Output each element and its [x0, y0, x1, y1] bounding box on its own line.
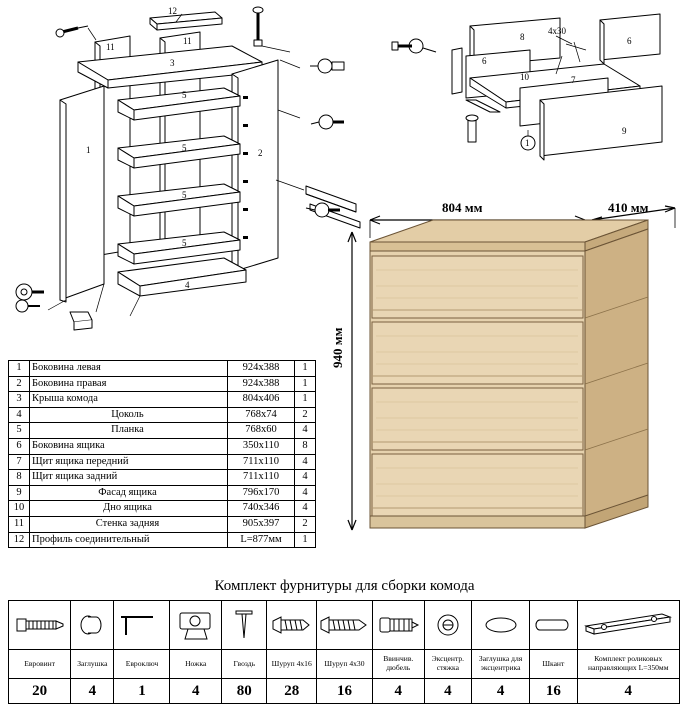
hardware-quantity: 4 — [424, 679, 471, 704]
part-size: 804х406 — [228, 392, 295, 408]
dimension-depth-label: 410 мм — [608, 200, 649, 215]
table-row — [9, 423, 316, 439]
hardware-name: Шуруп 4х16 — [267, 650, 317, 679]
exploded-label-2: 2 — [258, 148, 263, 158]
part-size: 711х110 — [228, 454, 295, 470]
hardware-quantity: 28 — [267, 679, 317, 704]
zaglushka-eks-icon — [472, 601, 530, 650]
drawer-label-4x30: 4х30 — [548, 26, 566, 36]
table-row — [9, 532, 316, 548]
table-row — [9, 361, 316, 377]
hardware-section-title: Комплект фурнитуры для сборки комода — [214, 578, 475, 594]
hardware-name: Комплект роликовых направляющих L=350мм — [577, 650, 679, 679]
table-row — [9, 470, 316, 486]
part-number: 4 — [9, 407, 30, 423]
hardware-quantity: 4 — [170, 679, 222, 704]
drawer-label-6b: 6 — [482, 56, 487, 66]
drawer-label-8: 8 — [520, 32, 525, 42]
exploded-label-11b: 11 — [183, 36, 192, 46]
part-number: 7 — [9, 454, 30, 470]
part-size: 905х397 — [228, 516, 295, 532]
parts-table — [8, 360, 316, 548]
part-size: 924х388 — [228, 376, 295, 392]
part-quantity: 1 — [295, 361, 316, 377]
part-number: 10 — [9, 501, 30, 517]
part-number: 8 — [9, 470, 30, 486]
table-row — [9, 407, 316, 423]
evroklyuch-icon — [114, 601, 170, 650]
napravl-icon — [577, 601, 679, 650]
hardware-name: Гвоздь — [222, 650, 267, 679]
hardware-quantity: 16 — [317, 679, 373, 704]
part-quantity: 1 — [295, 376, 316, 392]
hardware-quantity: 1 — [114, 679, 170, 704]
part-name: Планка — [30, 423, 228, 439]
part-number: 11 — [9, 516, 30, 532]
drawer-label-10: 10 — [520, 72, 529, 82]
part-name: Профиль соединительный — [30, 532, 228, 548]
hardware-name: Заглушка — [71, 650, 114, 679]
hardware-name: Шуруп 4х30 — [317, 650, 373, 679]
table-row — [9, 438, 316, 454]
exploded-label-5d: 5 — [182, 238, 187, 248]
part-size: 768х74 — [228, 407, 295, 423]
part-name: Боковина правая — [30, 376, 228, 392]
shurup-4x16-icon — [267, 601, 317, 650]
hardware-name: Шкант — [530, 650, 577, 679]
part-number: 9 — [9, 485, 30, 501]
zaglushka-icon — [71, 601, 114, 650]
exploded-label-3: 3 — [170, 58, 175, 68]
dimension-height-label: 940 мм — [330, 327, 345, 368]
part-size: 711х110 — [228, 470, 295, 486]
drawer-label-6a: 6 — [627, 36, 632, 46]
exploded-label-5c: 5 — [182, 190, 187, 200]
shkant-icon — [530, 601, 577, 650]
shurup-4x30-icon — [317, 601, 373, 650]
dubel-icon — [372, 601, 424, 650]
part-name: Боковина левая — [30, 361, 228, 377]
hardware-icons-row — [9, 601, 680, 650]
exploded-label-5a: 5 — [182, 90, 187, 100]
exploded-label-4: 4 — [185, 280, 190, 290]
part-quantity: 8 — [295, 438, 316, 454]
part-quantity: 1 — [295, 532, 316, 548]
part-size: 796х170 — [228, 485, 295, 501]
eurovint-icon — [9, 601, 71, 650]
hardware-name: Евровинт — [9, 650, 71, 679]
hardware-names-row — [9, 650, 680, 679]
part-number: 12 — [9, 532, 30, 548]
hardware-name: Ножка — [170, 650, 222, 679]
hardware-quantity: 4 — [372, 679, 424, 704]
nozhka-icon — [170, 601, 222, 650]
exploded-label-12: 12 — [168, 6, 177, 16]
part-quantity: 1 — [295, 392, 316, 408]
hardware-quantity: 4 — [472, 679, 530, 704]
part-name: Щит ящика передний — [30, 454, 228, 470]
part-quantity: 4 — [295, 485, 316, 501]
drawer-label-7: 7 — [571, 75, 576, 85]
hardware-table — [8, 600, 680, 704]
part-size: 350х110 — [228, 438, 295, 454]
part-name: Фасад ящика — [30, 485, 228, 501]
hardware-name: Евроключ — [114, 650, 170, 679]
part-quantity: 2 — [295, 516, 316, 532]
table-row — [9, 485, 316, 501]
chest-dimension-drawing — [330, 190, 685, 580]
hardware-quantity: 4 — [577, 679, 679, 704]
part-number: 2 — [9, 376, 30, 392]
hardware-name: Заглушка для эксцентрика — [472, 650, 530, 679]
part-number: 3 — [9, 392, 30, 408]
part-quantity: 4 — [295, 470, 316, 486]
part-name: Щит ящика задний — [30, 470, 228, 486]
part-quantity: 4 — [295, 454, 316, 470]
hardware-name: Эксцентр. стяжка — [424, 650, 471, 679]
exploded-label-5b: 5 — [182, 143, 187, 153]
table-row — [9, 376, 316, 392]
part-size: L=877мм — [228, 532, 295, 548]
dimension-width-label: 804 мм — [442, 200, 483, 215]
table-row — [9, 392, 316, 408]
part-name: Крыша комода — [30, 392, 228, 408]
table-row — [9, 516, 316, 532]
part-number: 6 — [9, 438, 30, 454]
gvozd-icon — [222, 601, 267, 650]
drawer-label-1: 1 — [525, 138, 530, 148]
part-size: 924х388 — [228, 361, 295, 377]
part-number: 1 — [9, 361, 30, 377]
part-name: Стенка задняя — [30, 516, 228, 532]
hardware-quantity: 16 — [530, 679, 577, 704]
hardware-quantity: 4 — [71, 679, 114, 704]
part-number: 5 — [9, 423, 30, 439]
part-name: Боковина ящика — [30, 438, 228, 454]
table-row — [9, 501, 316, 517]
exploded-label-11a: 11 — [106, 42, 115, 52]
part-size: 768х60 — [228, 423, 295, 439]
hardware-quantity: 20 — [9, 679, 71, 704]
hardware-quantity: 80 — [222, 679, 267, 704]
part-name: Цоколь — [30, 407, 228, 423]
part-name: Дно ящика — [30, 501, 228, 517]
part-size: 740х346 — [228, 501, 295, 517]
part-quantity: 4 — [295, 501, 316, 517]
part-quantity: 4 — [295, 423, 316, 439]
hardware-name: Ввинчив. дюбель — [372, 650, 424, 679]
exploded-label-1: 1 — [86, 145, 91, 155]
ekscentrik-icon — [424, 601, 471, 650]
part-quantity: 2 — [295, 407, 316, 423]
table-row — [9, 454, 316, 470]
drawer-label-9: 9 — [622, 126, 627, 136]
